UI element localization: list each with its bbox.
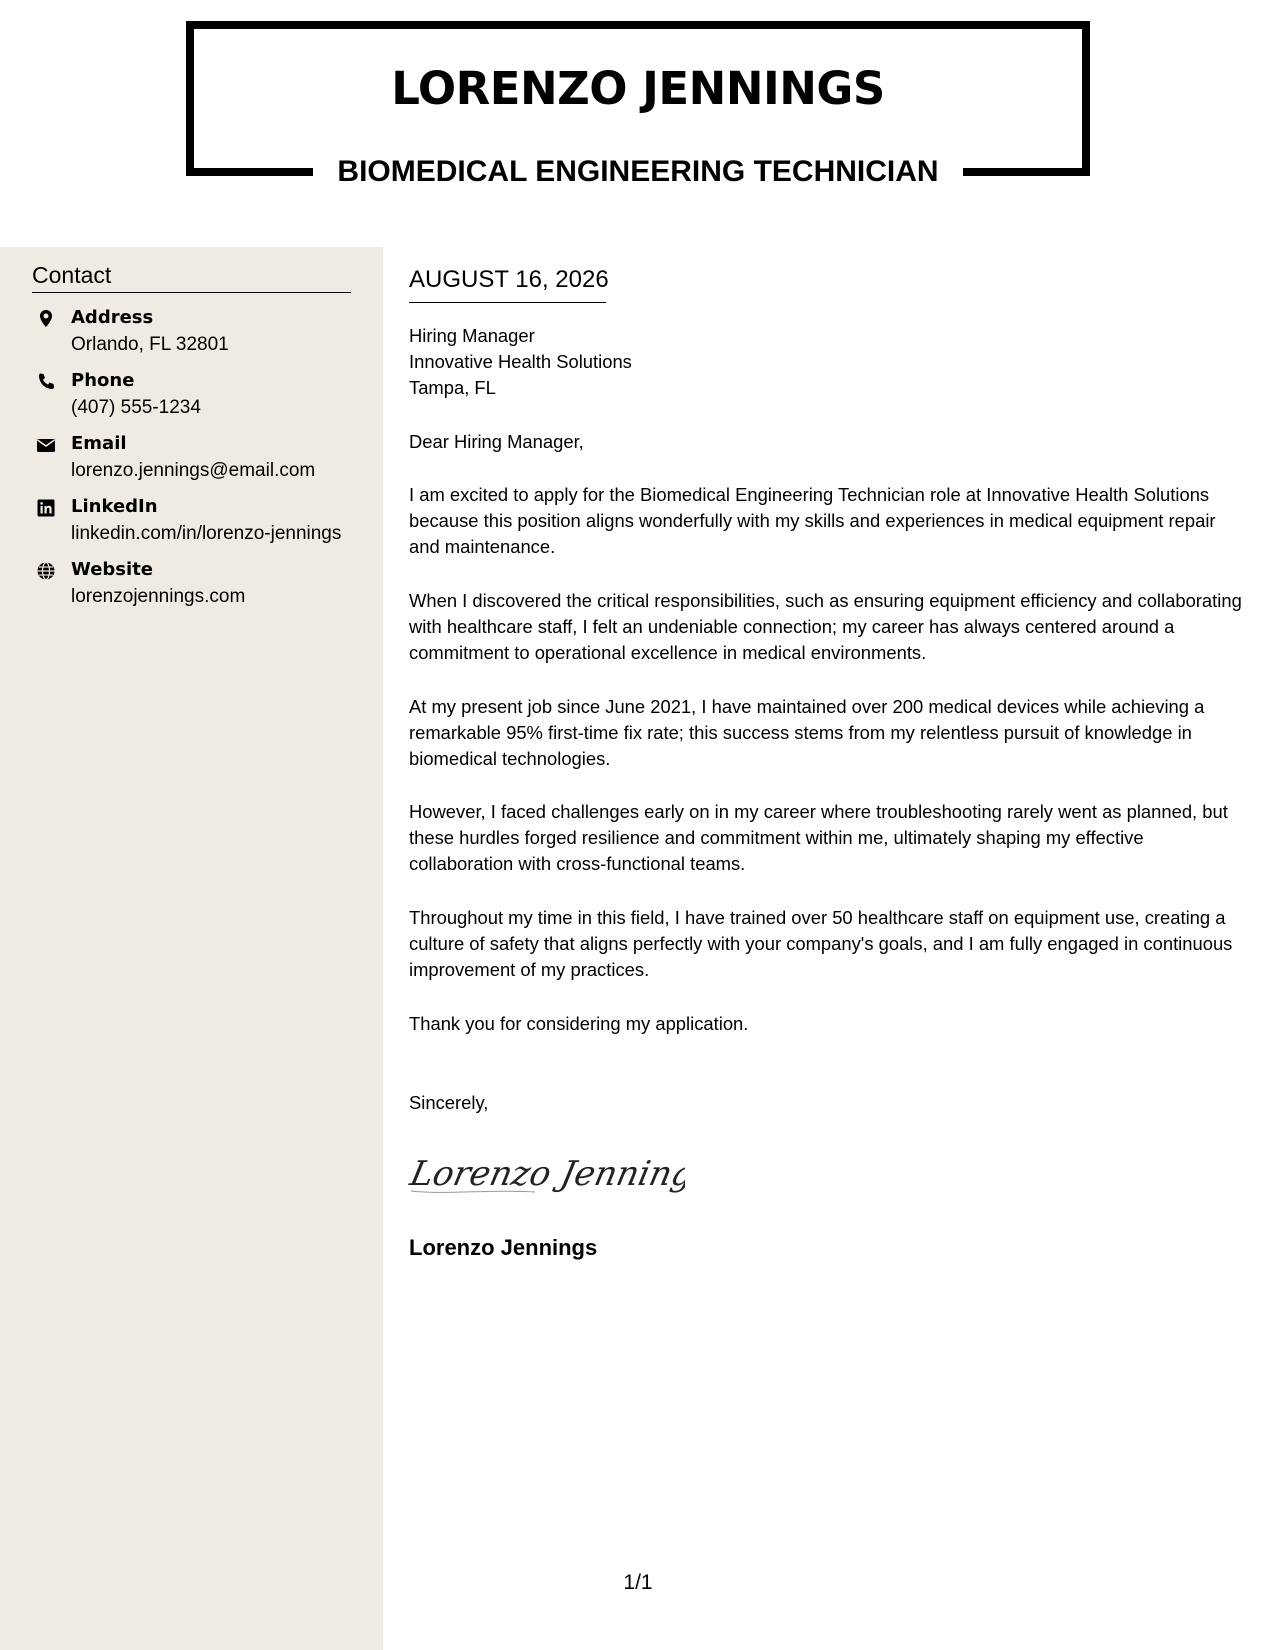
handwritten-signature	[405, 1145, 685, 1205]
recipient-line: Innovative Health Solutions	[409, 351, 632, 372]
page-number: 1/1	[623, 1571, 653, 1594]
location-pin-icon	[36, 309, 56, 329]
contact-value: Orlando, FL 32801	[71, 334, 229, 355]
body-paragraph: However, I faced challenges early on in my career where troubleshooting rarely went as planned, but these hurdles forged resilience and commitment within me, ultimately shaping my effective collaboration with cross-functional teams.	[409, 801, 1228, 874]
linkedin-icon	[36, 498, 56, 518]
contact-value: (407) 555-1234	[71, 397, 201, 418]
contact-divider	[32, 292, 351, 293]
recipient-line: Tampa, FL	[409, 377, 496, 398]
body-paragraph: Throughout my time in this field, I have trained over 50 healthcare staff on equipment use, creating a culture of safety that aligns perfectly with your company's goals, and I am fully engaged in continuous improvement of my practices.	[409, 907, 1233, 980]
svg-text:Lorenzo Jennings: Lorenzo Jennings	[406, 1154, 685, 1194]
body-paragraph: When I discovered the critical responsibilities, such as ensuring equipment efficiency and collaborating with healthcare staff, I felt an undeniable connection; my career has always centered around a commitment to operational excellence in medical environments.	[409, 590, 1242, 663]
body-paragraph: Thank you for considering my application.	[409, 1013, 749, 1034]
contact-sidebar	[0, 247, 383, 1650]
contact-value: lorenzojennings.com	[71, 586, 246, 607]
body-paragraph: I am excited to apply for the Biomedical Engineering Technician role at Innovative Health Solutions because this position aligns wonderfully with my skills and experiences in medical equipment repair and maintenance.	[409, 484, 1216, 557]
phone-icon	[36, 372, 56, 392]
signer-name: Lorenzo Jennings	[409, 1235, 598, 1260]
globe-icon	[36, 561, 56, 581]
body-paragraph: At my present job since June 2021, I have maintained over 200 medical devices while achieving a remarkable 95% first-time fix rate; this success stems from my relentless pursuit of knowledge in biomedical technologies.	[409, 696, 1205, 769]
date-divider	[409, 302, 606, 303]
closing: Sincerely,	[409, 1092, 489, 1113]
contact-label: Phone	[71, 370, 135, 391]
salutation: Dear Hiring Manager,	[409, 431, 584, 452]
contact-label: Email	[71, 433, 127, 454]
recipient-line: Hiring Manager	[409, 325, 535, 346]
contact-heading: Contact	[32, 262, 112, 288]
job-title: BIOMEDICAL ENGINEERING TECHNICIAN	[337, 155, 939, 188]
recipient-block	[409, 323, 1249, 401]
contact-value: linkedin.com/in/lorenzo-jennings	[71, 523, 342, 544]
applicant-name: LORENZO JENNINGS	[391, 62, 885, 115]
contact-label: LinkedIn	[71, 496, 158, 517]
envelope-icon	[36, 435, 56, 455]
contact-label: Address	[71, 307, 154, 328]
contact-value: lorenzo.jennings@email.com	[71, 460, 316, 481]
contact-label: Website	[71, 559, 154, 580]
letter-date: AUGUST 16, 2026	[409, 266, 609, 293]
